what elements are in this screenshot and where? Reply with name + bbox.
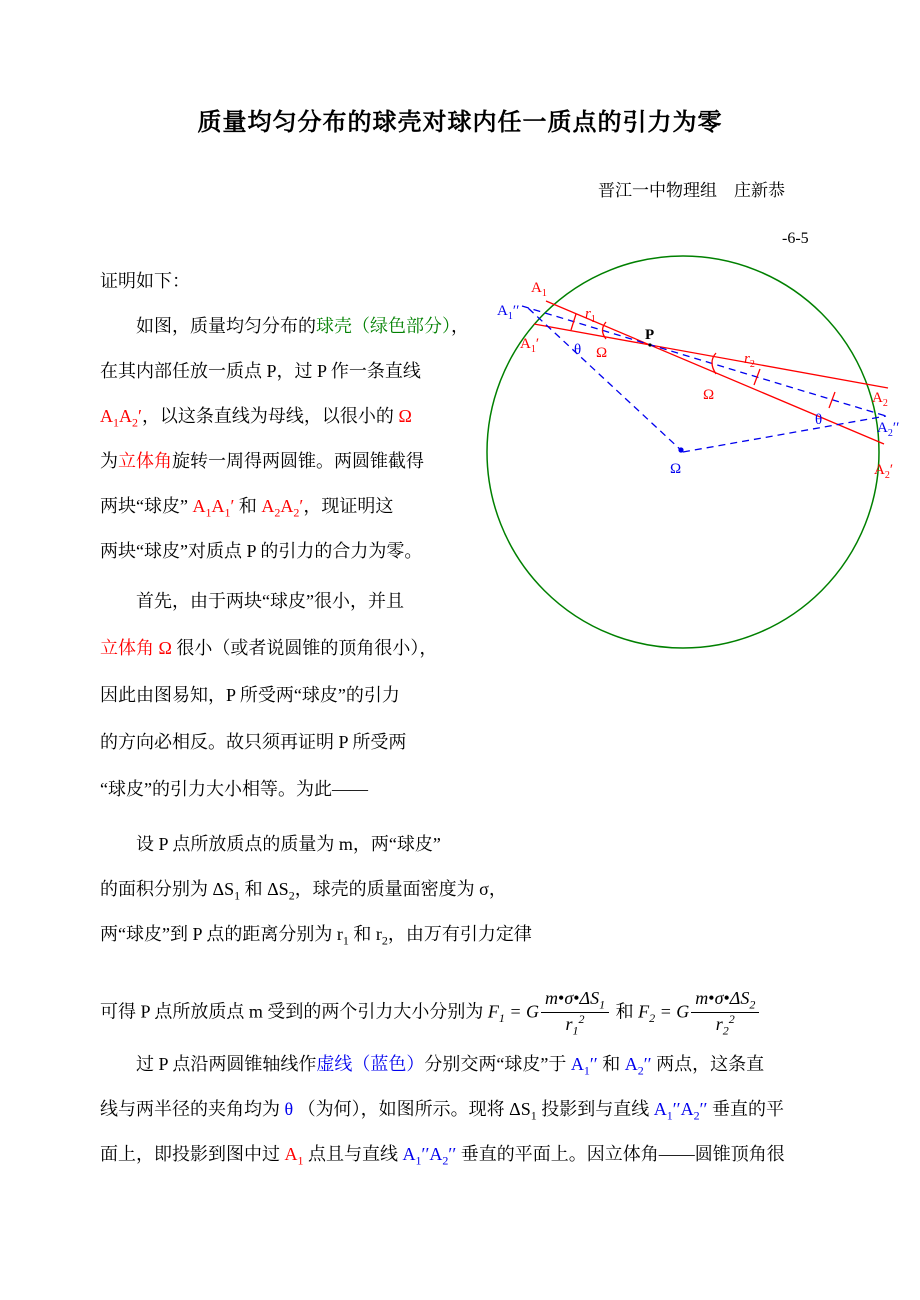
label-theta-right: θ xyxy=(815,412,823,428)
text-line: 在其内部任放一质点 P，过 P 作一条直线 xyxy=(100,361,421,381)
text-line: $A_1A_2'$，以这条直线为母线，以很小的 Ω xyxy=(100,406,412,430)
label-a1-double-prime: $A_1''$ xyxy=(497,303,520,322)
label-a2: $A_2$ xyxy=(872,390,888,409)
page-number: -6-5 xyxy=(782,230,809,247)
label-r1: $r_1$ xyxy=(585,306,596,325)
text-line: 的方向必相反。故只须再证明 P 所受两 xyxy=(100,732,407,752)
text-line: 两块“球皮”对质点 P 的引力的合力为零。 xyxy=(100,541,423,561)
text-line: 过 P 点沿两圆锥轴线作虚线（蓝色）分别交两“球皮”于 $A_1''$ 和 $A_2''$ 两点，这条直 xyxy=(100,1054,765,1078)
fraction: $\frac{m•\sigma•\Delta S_1}{r_1^2}$ xyxy=(541,988,609,1039)
label-theta-left: θ xyxy=(574,342,582,358)
text-line: 设 P 点所放质点的质量为 m，两“球皮” xyxy=(100,834,441,854)
center-point xyxy=(678,447,683,452)
text-line: 如图，质量均匀分布的球壳（绿色部分）， xyxy=(100,316,469,336)
shell-theorem-figure xyxy=(460,240,910,690)
text-line: “球皮”的引力大小相等。为此—— xyxy=(100,779,368,799)
text-line: 因此由图易知，P 所受两“球皮”的引力 xyxy=(100,685,400,705)
text-line: 线与两半径的夹角均为 θ （为何），如图所示。现将 $\Delta S_1$ 投影到与直线 $A_1''A_2''$ 垂直的平 xyxy=(100,1099,784,1123)
fraction: $\frac{m•\sigma•\Delta S_2}{r_2^2}$ xyxy=(691,988,759,1039)
radius-line-left xyxy=(528,308,683,452)
text-line: 面上，即投影到图中过 $A_1$ 点且与直线 $A_1''A_2''$ 垂直的平面上。因立体角——圆锥顶角很 xyxy=(100,1144,785,1168)
label-a2-prime: $A_2'$ xyxy=(874,462,894,481)
author-line: 晋江一中物理组 庄新恭 xyxy=(598,181,785,200)
radius-line-right xyxy=(683,416,886,452)
text-line: 为立体角旋转一周得两圆锥。两圆锥截得 xyxy=(100,451,424,471)
text-line: 可得 P 点所放质点 m 受到的两个引力大小分别为 $F_1 = G$ $\frac{m•\sigma•\Delta S_1}{r_1^2}$ 和 $F_2 = G$ $\frac{m•\sigma•\Delta S_2}{r_2^2}$ xyxy=(100,988,761,1039)
label-p: P xyxy=(645,327,655,343)
text-line: 证明如下： xyxy=(100,271,190,291)
page-title: 质量均匀分布的球壳对球内任一质点的引力为零 xyxy=(197,110,723,136)
label-a1: $A_1$ xyxy=(531,280,547,299)
cone-line-a1prime-a2 xyxy=(534,324,888,388)
text-line: 的面积分别为 $\Delta S_1$ 和 $\Delta S_2$，球壳的质量面密度为 σ， xyxy=(100,879,507,903)
label-a1-prime: $A_1'$ xyxy=(520,336,540,355)
point-p-dot xyxy=(648,343,651,346)
center-label: Ω xyxy=(670,461,682,477)
tick-mark-left xyxy=(571,314,576,330)
text-line: 两“球皮”到 P 点的距离分别为 $r_1$ 和 $r_2$，由万有引力定律 xyxy=(100,924,532,948)
label-omega-left: Ω xyxy=(596,345,608,361)
label-r2: $r_2$ xyxy=(744,351,755,370)
label-omega-right: Ω xyxy=(703,387,715,403)
text-line: 首先，由于两块“球皮”很小，并且 xyxy=(100,591,404,611)
label-a2-double-prime: $A_2''$ xyxy=(877,420,900,439)
text-line: 两块“球皮” $A_1A_1'$ 和 $A_2A_2'$，现证明这 xyxy=(100,496,394,520)
text-line: 立体角 Ω 很小（或者说圆锥的顶角很小）， xyxy=(100,638,438,658)
